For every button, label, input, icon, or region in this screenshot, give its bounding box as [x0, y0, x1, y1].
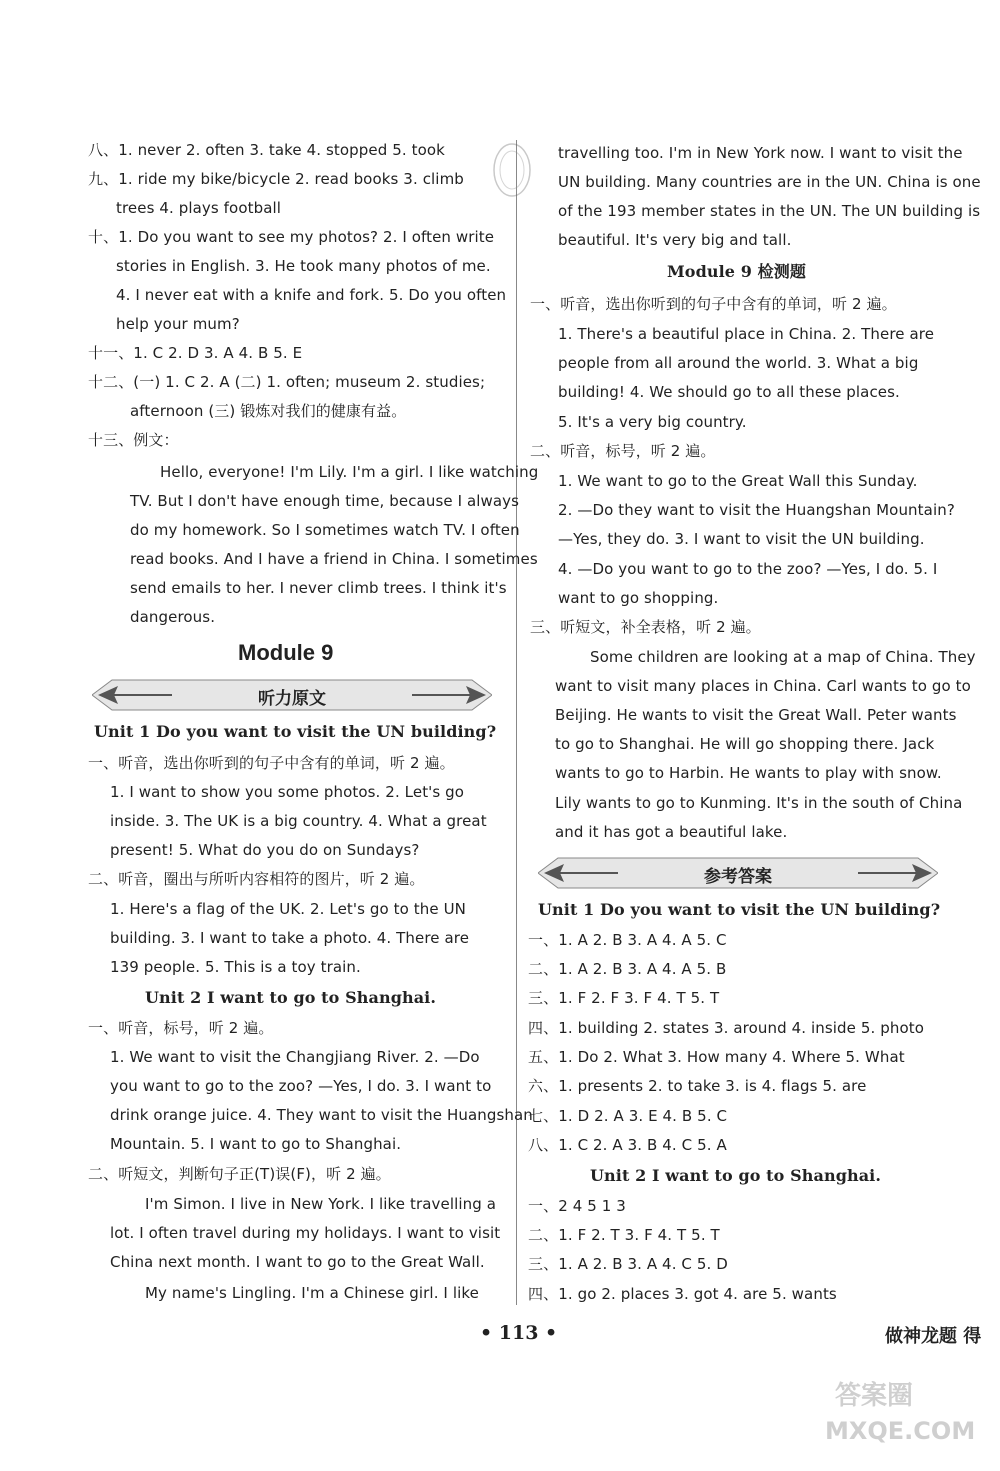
test-line: wants to go to Harbin. He wants to play with snow.	[555, 764, 942, 782]
test-line: Some children are looking at a map of China. They	[590, 648, 976, 666]
listening-line: travelling too. I'm in New York now. I want to visit the	[558, 144, 963, 162]
answer-line: 三、1. A 2. B 3. A 4. C 5. D	[528, 1255, 728, 1273]
listening-line: 1. We want to visit the Changjiang River. 2. —Do	[110, 1048, 480, 1066]
listening-line: building. 3. I want to take a photo. 4. There are	[110, 929, 470, 947]
answer-line: 一、1. A 2. B 3. A 4. A 5. C	[528, 931, 727, 949]
listening-line: My name's Lingling. I'm a Chinese girl. I like	[145, 1284, 479, 1302]
listening-line: 1. I want to show you some photos. 2. Let's go	[110, 783, 465, 801]
ans-unit1-heading: Unit 1 Do you want to visit the UN building?	[538, 900, 941, 919]
test-line: 1. There's a beautiful place in China. 2. There are	[558, 325, 935, 343]
essay-line: dangerous.	[130, 608, 216, 626]
listening-line: China next month. I want to go to the Great Wall.	[110, 1253, 485, 1271]
brand-text: 做神龙题 得	[885, 1326, 982, 1347]
answer-line: 六、1. presents 2. to take 3. is 4. flags 5. are	[528, 1077, 867, 1095]
answer-line: 三、1. F 2. F 3. F 4. T 5. T	[528, 989, 720, 1007]
module-title: Module 9	[238, 640, 334, 665]
test-line: Lily wants to go to Kunming. It's in the south of China	[555, 794, 963, 812]
banner-listening-label: 听力原文	[258, 689, 326, 709]
banner-listening	[92, 678, 492, 712]
test-line: —Yes, they do. 3. I want to visit the UN building.	[558, 530, 925, 548]
answer-line: 二、1. F 2. T 3. F 4. T 5. T	[528, 1226, 720, 1244]
listening-line: present! 5. What do you do on Sundays?	[110, 841, 420, 859]
test-line: 三、听短文，补全表格，听 2 遍。	[530, 618, 761, 636]
ans-unit2-heading: Unit 2 I want to go to Shanghai.	[590, 1166, 882, 1185]
test-line: and it has got a beautiful lake.	[555, 823, 788, 841]
test-line: building! 4. We should go to all these places.	[558, 383, 900, 401]
listening-line: 139 people. 5. This is a toy train.	[110, 958, 361, 976]
answer-line: 七、1. D 2. A 3. E 4. B 5. C	[528, 1107, 728, 1125]
listening-line: 一、听音，标号，听 2 遍。	[88, 1019, 274, 1037]
test-line: people from all around the world. 3. What a big	[558, 354, 919, 372]
answer-line: 4. I never eat with a knife and fork. 5. Do you often	[116, 286, 507, 304]
column-divider	[516, 140, 517, 1305]
watermark	[825, 1375, 995, 1465]
essay-line: Hello, everyone! I'm Lily. I'm a girl. I like watching	[160, 463, 539, 481]
answer-line: 一、2 4 5 1 3	[528, 1197, 626, 1215]
essay-line: send emails to her. I never climb trees. I think it's	[130, 579, 507, 597]
test-line: 5. It's a very big country.	[558, 413, 747, 431]
listening-line: UN building. Many countries are in the UN. China is one	[558, 173, 981, 191]
watermark-logo-text: 答案圈	[835, 1381, 914, 1411]
answer-line: 五、1. Do 2. What 3. How many 4. Where 5. What	[528, 1048, 905, 1066]
test-line: 2. —Do they want to visit the Huangshan Mountain?	[558, 501, 955, 519]
answer-line: afternoon (三) 锻炼对我们的健康有益。	[130, 402, 407, 420]
answer-line: stories in English. 3. He took many photos of me.	[116, 257, 491, 275]
test-line: to go to Shanghai. He will go shopping there. Jack	[555, 735, 935, 753]
test-line: Beijing. He wants to visit the Great Wall. Peter wants	[555, 706, 957, 724]
essay-line: read books. And I have a friend in China. I sometimes	[130, 550, 538, 568]
test-line: 二、听音，标号，听 2 遍。	[530, 442, 716, 460]
unit2-heading: Unit 2 I want to go to Shanghai.	[145, 988, 437, 1007]
test-line: 1. We want to go to the Great Wall this Sunday.	[558, 472, 918, 490]
banner-answers	[538, 856, 938, 890]
listening-line: of the 193 member states in the UN. The UN building is	[558, 202, 981, 220]
answer-line: 四、1. building 2. states 3. around 4. inside 5. photo	[528, 1019, 924, 1037]
test-line: want to go shopping.	[558, 589, 719, 607]
test-line: 4. —Do you want to go to the zoo? —Yes, I do. 5. I	[558, 560, 938, 578]
test-line: 一、听音，选出你听到的句子中含有的单词，听 2 遍。	[530, 295, 897, 313]
listening-line: lot. I often travel during my holidays. I want to visit	[110, 1224, 501, 1242]
listening-line: you want to go to the zoo? —Yes, I do. 3. I want to	[110, 1077, 492, 1095]
essay-line: TV. But I don't have enough time, because I always	[130, 492, 520, 510]
answer-line: trees 4. plays football	[116, 199, 282, 217]
listening-line: 一、听音，选出你听到的句子中含有的单词，听 2 遍。	[88, 754, 455, 772]
banner-answers-label: 参考答案	[704, 867, 772, 887]
answer-line: 二、1. A 2. B 3. A 4. A 5. B	[528, 960, 727, 978]
stamp-mark	[490, 140, 534, 200]
page-number: • 113 •	[480, 1322, 558, 1344]
answer-line: 四、1. go 2. places 3. got 4. are 5. wants	[528, 1285, 837, 1303]
listening-line: 1. Here's a flag of the UK. 2. Let's go to the UN	[110, 900, 466, 918]
answer-line: 八、1. C 2. A 3. B 4. C 5. A	[528, 1136, 727, 1154]
listening-line: inside. 3. The UK is a big country. 4. What a great	[110, 812, 487, 830]
answer-line: 十二、(一) 1. C 2. A (二) 1. often; museum 2. studies;	[88, 373, 486, 391]
answer-line: 十、1. Do you want to see my photos? 2. I often write	[88, 228, 495, 246]
answer-line: 十三、例文：	[88, 431, 179, 449]
listening-line: drink orange juice. 4. They want to visit the Huangshan	[110, 1106, 533, 1124]
listening-line: 二、听音，圈出与所听内容相符的图片，听 2 遍。	[88, 870, 425, 888]
test-heading: Module 9 检测题	[667, 262, 806, 281]
listening-line: Mountain. 5. I want to go to Shanghai.	[110, 1135, 402, 1153]
answer-line: 十一、1. C 2. D 3. A 4. B 5. E	[88, 344, 303, 362]
essay-line: do my homework. So I sometimes watch TV. I often	[130, 521, 520, 539]
listening-line: beautiful. It's very big and tall.	[558, 231, 792, 249]
answer-line: 八、1. never 2. often 3. take 4. stopped 5. took	[88, 141, 445, 159]
test-line: want to visit many places in China. Carl wants to go to	[555, 677, 971, 695]
unit1-heading: Unit 1 Do you want to visit the UN building?	[94, 722, 497, 741]
answer-line: 九、1. ride my bike/bicycle 2. read books 3. climb	[88, 170, 464, 188]
watermark-url: MXQE.COM	[825, 1417, 976, 1445]
answer-line: help your mum?	[116, 315, 240, 333]
listening-line: I'm Simon. I live in New York. I like travelling a	[145, 1195, 497, 1213]
listening-line: 二、听短文，判断句子正(T)误(F)，听 2 遍。	[88, 1165, 391, 1183]
